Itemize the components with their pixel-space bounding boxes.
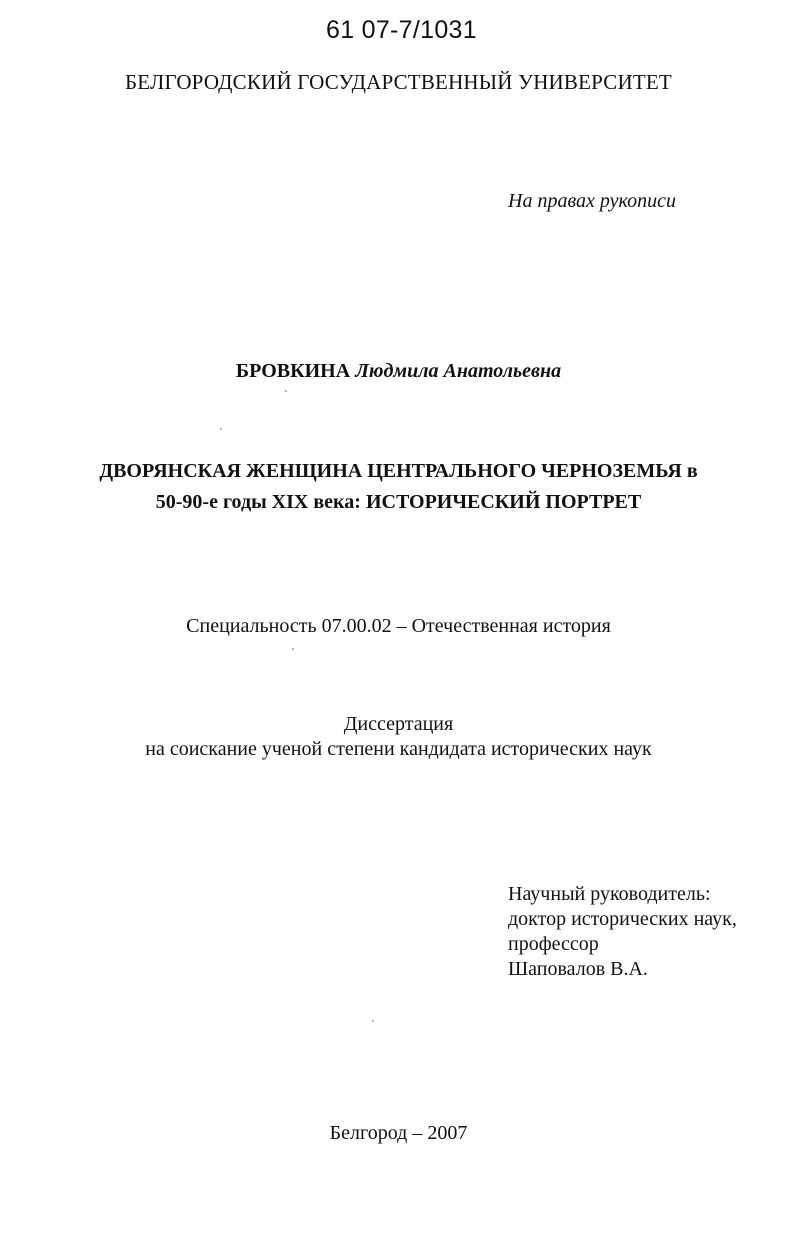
supervisor-rank: профессор [508,933,599,955]
scan-speck [285,390,287,392]
author-surname: БРОВКИНА [235,360,351,382]
scan-speck [220,428,222,430]
supervisor-name: Шаповалов В.А. [508,958,648,980]
catalog-stamp: 61 07-7/1031 [326,16,477,44]
title-line-1: ДВОРЯНСКАЯ ЖЕНЩИНА ЦЕНТРАЛЬНОГО ЧЕРНОЗЕМЬЯ в [99,460,698,482]
supervisor-block [508,882,737,982]
title-line-2-subtitle: ИСТОРИЧЕСКИЙ ПОРТРЕТ [365,491,642,513]
title-line-2 [0,487,797,518]
author-line [0,360,797,383]
manuscript-note: На правах рукописи [508,190,676,212]
supervisor-label: Научный руководитель: [508,883,711,905]
university-name: БЕЛГОРОДСКИЙ ГОСУДАРСТВЕННЫЙ УНИВЕРСИТЕТ [125,70,672,94]
city-year: Белгород – 2007 [329,1122,468,1144]
title-line-2-period: 50-90-е годы XIX века: [155,491,361,513]
degree-line-2: на соискание ученой степени кандидата исторических наук [145,738,652,760]
degree-line-1: Диссертация [343,713,454,735]
scan-speck [292,648,294,650]
author-given-names: Людмила Анатольевна [355,360,562,382]
specialty-line: Специальность 07.00.02 – Отечественная история [186,615,611,637]
dissertation-title [0,456,797,518]
scan-speck [372,1020,374,1022]
degree-statement [0,712,797,762]
supervisor-degree: доктор исторических наук, [508,908,737,930]
